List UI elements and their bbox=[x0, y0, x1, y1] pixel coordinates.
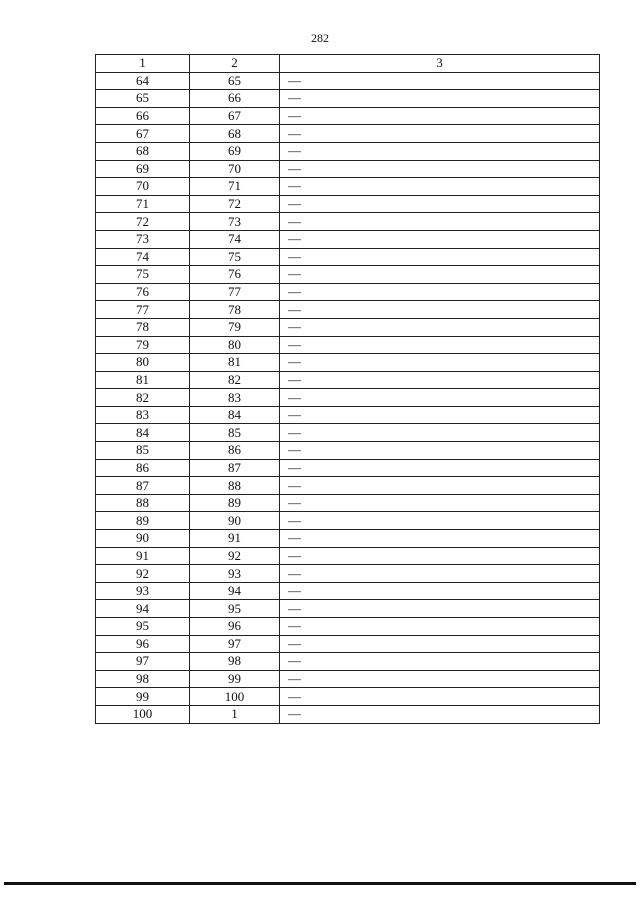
table-row bbox=[96, 301, 600, 319]
table-cell-col3: — bbox=[280, 653, 600, 671]
table-row bbox=[96, 406, 600, 424]
table-cell-col3: — bbox=[280, 125, 600, 143]
table-cell-col2: 93 bbox=[190, 565, 280, 583]
table-cell-col1: 84 bbox=[96, 424, 190, 442]
table-cell-col2: 94 bbox=[190, 582, 280, 600]
table-cell-col3: — bbox=[280, 301, 600, 319]
table-row bbox=[96, 530, 600, 548]
table-cell-col1: 89 bbox=[96, 512, 190, 530]
table-row bbox=[96, 160, 600, 178]
table-row bbox=[96, 600, 600, 618]
table-row bbox=[96, 107, 600, 125]
table-cell-col2: 77 bbox=[190, 283, 280, 301]
table-cell-col1: 78 bbox=[96, 318, 190, 336]
table-cell-col3: — bbox=[280, 459, 600, 477]
table-cell-col3: — bbox=[280, 688, 600, 706]
table-cell-col1: 80 bbox=[96, 354, 190, 372]
bottom-rule bbox=[4, 882, 636, 885]
table-cell-col3: — bbox=[280, 266, 600, 284]
table-row bbox=[96, 371, 600, 389]
table-row bbox=[96, 72, 600, 90]
table-cell-col2: 1 bbox=[190, 705, 280, 723]
table-cell-col2: 80 bbox=[190, 336, 280, 354]
table-body bbox=[96, 72, 600, 723]
table-cell-col1: 68 bbox=[96, 142, 190, 160]
table-cell-col2: 96 bbox=[190, 618, 280, 636]
table-cell-col2: 97 bbox=[190, 635, 280, 653]
column-header-2: 2 bbox=[190, 55, 280, 73]
table-row bbox=[96, 336, 600, 354]
table-row bbox=[96, 653, 600, 671]
table-cell-col2: 83 bbox=[190, 389, 280, 407]
table-row bbox=[96, 635, 600, 653]
table-cell-col2: 87 bbox=[190, 459, 280, 477]
column-header-3: 3 bbox=[280, 55, 600, 73]
table-cell-col1: 76 bbox=[96, 283, 190, 301]
table-cell-col1: 75 bbox=[96, 266, 190, 284]
table-cell-col1: 79 bbox=[96, 336, 190, 354]
table-cell-col3: — bbox=[280, 424, 600, 442]
table-cell-col3: — bbox=[280, 582, 600, 600]
table-row bbox=[96, 494, 600, 512]
table-row bbox=[96, 618, 600, 636]
table-row bbox=[96, 318, 600, 336]
table-cell-col1: 91 bbox=[96, 547, 190, 565]
table-cell-col2: 70 bbox=[190, 160, 280, 178]
table-cell-col1: 99 bbox=[96, 688, 190, 706]
table-cell-col1: 83 bbox=[96, 406, 190, 424]
table-cell-col1: 94 bbox=[96, 600, 190, 618]
table-cell-col3: — bbox=[280, 670, 600, 688]
table-header-row bbox=[96, 55, 600, 73]
table-cell-col2: 75 bbox=[190, 248, 280, 266]
table-cell-col3: — bbox=[280, 600, 600, 618]
table-cell-col3: — bbox=[280, 248, 600, 266]
table-cell-col3: — bbox=[280, 107, 600, 125]
table-row bbox=[96, 142, 600, 160]
table-cell-col1: 92 bbox=[96, 565, 190, 583]
table-cell-col1: 82 bbox=[96, 389, 190, 407]
table-cell-col3: — bbox=[280, 565, 600, 583]
table-cell-col3: — bbox=[280, 354, 600, 372]
table-cell-col1: 69 bbox=[96, 160, 190, 178]
table-cell-col2: 73 bbox=[190, 213, 280, 231]
table-cell-col3: — bbox=[280, 547, 600, 565]
table-cell-col2: 69 bbox=[190, 142, 280, 160]
table-cell-col2: 98 bbox=[190, 653, 280, 671]
table-cell-col2: 66 bbox=[190, 90, 280, 108]
table-cell-col2: 81 bbox=[190, 354, 280, 372]
table-row bbox=[96, 248, 600, 266]
table-cell-col1: 65 bbox=[96, 90, 190, 108]
table-cell-col2: 67 bbox=[190, 107, 280, 125]
table-cell-col2: 78 bbox=[190, 301, 280, 319]
table-row bbox=[96, 389, 600, 407]
table-cell-col3: — bbox=[280, 230, 600, 248]
table-cell-col3: — bbox=[280, 442, 600, 460]
table-cell-col2: 89 bbox=[190, 494, 280, 512]
table-cell-col2: 91 bbox=[190, 530, 280, 548]
page-number: 282 bbox=[311, 31, 329, 45]
table-row bbox=[96, 442, 600, 460]
table-row bbox=[96, 582, 600, 600]
table-cell-col3: — bbox=[280, 618, 600, 636]
table-row bbox=[96, 230, 600, 248]
table-cell-col3: — bbox=[280, 406, 600, 424]
table-cell-col2: 74 bbox=[190, 230, 280, 248]
data-table bbox=[95, 54, 600, 724]
table-cell-col1: 87 bbox=[96, 477, 190, 495]
table-cell-col2: 85 bbox=[190, 424, 280, 442]
table-row bbox=[96, 688, 600, 706]
table-cell-col3: — bbox=[280, 477, 600, 495]
table-row bbox=[96, 283, 600, 301]
table-cell-col1: 64 bbox=[96, 72, 190, 90]
table-cell-col1: 86 bbox=[96, 459, 190, 477]
table-cell-col3: — bbox=[280, 178, 600, 196]
table-cell-col1: 67 bbox=[96, 125, 190, 143]
table-cell-col2: 68 bbox=[190, 125, 280, 143]
table-cell-col3: — bbox=[280, 195, 600, 213]
table-cell-col2: 86 bbox=[190, 442, 280, 460]
table-cell-col2: 84 bbox=[190, 406, 280, 424]
table-cell-col3: — bbox=[280, 72, 600, 90]
table-cell-col1: 73 bbox=[96, 230, 190, 248]
table-row bbox=[96, 477, 600, 495]
table-cell-col3: — bbox=[280, 142, 600, 160]
table-row bbox=[96, 670, 600, 688]
table-cell-col3: — bbox=[280, 705, 600, 723]
table-cell-col3: — bbox=[280, 90, 600, 108]
table-cell-col1: 66 bbox=[96, 107, 190, 125]
table-cell-col1: 88 bbox=[96, 494, 190, 512]
table-cell-col1: 93 bbox=[96, 582, 190, 600]
table-cell-col2: 71 bbox=[190, 178, 280, 196]
table-cell-col2: 92 bbox=[190, 547, 280, 565]
table-row bbox=[96, 266, 600, 284]
table-cell-col2: 99 bbox=[190, 670, 280, 688]
table-cell-col2: 72 bbox=[190, 195, 280, 213]
table-row bbox=[96, 705, 600, 723]
table-cell-col3: — bbox=[280, 530, 600, 548]
table-cell-col2: 65 bbox=[190, 72, 280, 90]
table-cell-col3: — bbox=[280, 160, 600, 178]
table-cell-col1: 95 bbox=[96, 618, 190, 636]
table-row bbox=[96, 459, 600, 477]
table-cell-col3: — bbox=[280, 213, 600, 231]
table-cell-col2: 79 bbox=[190, 318, 280, 336]
table-cell-col1: 81 bbox=[96, 371, 190, 389]
table-cell-col2: 76 bbox=[190, 266, 280, 284]
table-row bbox=[96, 125, 600, 143]
table-cell-col3: — bbox=[280, 283, 600, 301]
table-cell-col1: 74 bbox=[96, 248, 190, 266]
table-cell-col3: — bbox=[280, 371, 600, 389]
table-cell-col2: 95 bbox=[190, 600, 280, 618]
table-cell-col3: — bbox=[280, 635, 600, 653]
table-row bbox=[96, 90, 600, 108]
table-cell-col1: 90 bbox=[96, 530, 190, 548]
table-cell-col3: — bbox=[280, 318, 600, 336]
table-cell-col1: 72 bbox=[96, 213, 190, 231]
table-cell-col2: 82 bbox=[190, 371, 280, 389]
column-header-1: 1 bbox=[96, 55, 190, 73]
table-row bbox=[96, 424, 600, 442]
table-cell-col3: — bbox=[280, 494, 600, 512]
table-cell-col3: — bbox=[280, 512, 600, 530]
table-row bbox=[96, 354, 600, 372]
table-cell-col2: 100 bbox=[190, 688, 280, 706]
table-row bbox=[96, 195, 600, 213]
table-cell-col1: 70 bbox=[96, 178, 190, 196]
table-cell-col1: 98 bbox=[96, 670, 190, 688]
table-cell-col2: 88 bbox=[190, 477, 280, 495]
table-row bbox=[96, 213, 600, 231]
table-cell-col2: 90 bbox=[190, 512, 280, 530]
table-cell-col1: 97 bbox=[96, 653, 190, 671]
table-cell-col1: 85 bbox=[96, 442, 190, 460]
table-row bbox=[96, 547, 600, 565]
table-cell-col1: 77 bbox=[96, 301, 190, 319]
table-cell-col3: — bbox=[280, 336, 600, 354]
table-row bbox=[96, 178, 600, 196]
table-row bbox=[96, 565, 600, 583]
table-cell-col1: 71 bbox=[96, 195, 190, 213]
table-row bbox=[96, 512, 600, 530]
table-cell-col1: 100 bbox=[96, 705, 190, 723]
table-cell-col1: 96 bbox=[96, 635, 190, 653]
table-cell-col3: — bbox=[280, 389, 600, 407]
